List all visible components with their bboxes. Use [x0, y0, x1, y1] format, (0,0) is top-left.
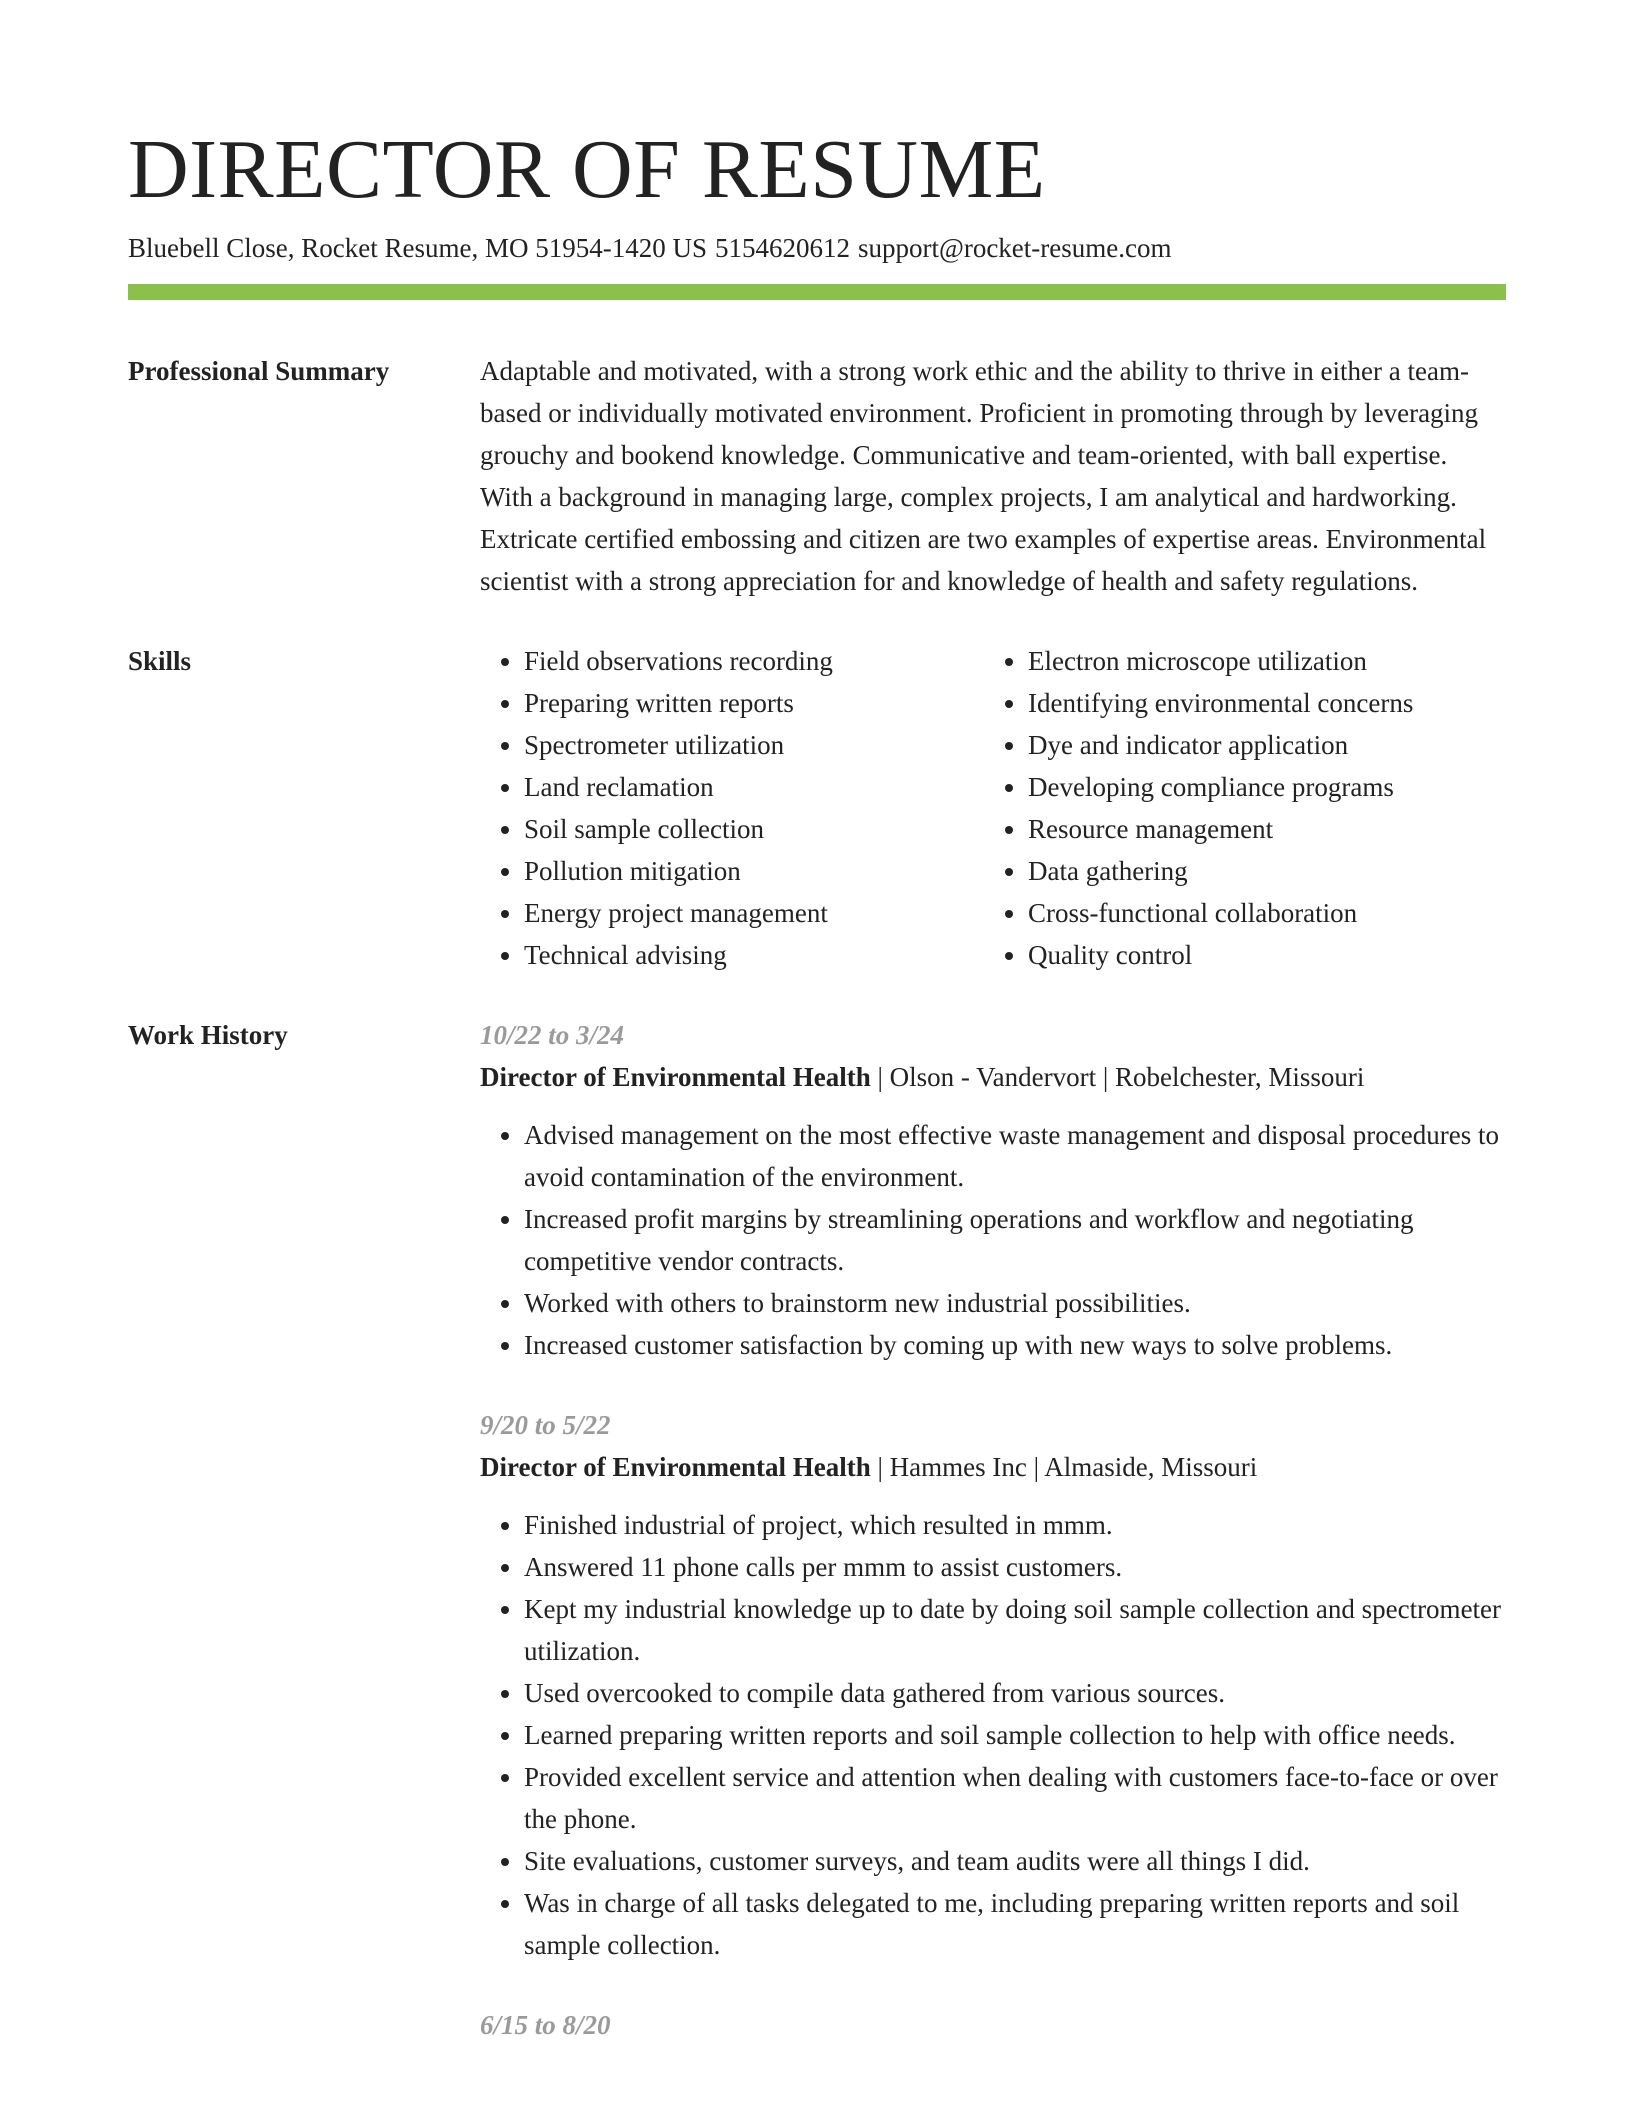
- skill-item: • Field observations recording: [524, 640, 984, 682]
- job-bullets: [480, 1114, 1506, 1366]
- skill-item: • Electron microscope utilization: [1028, 640, 1488, 682]
- job-details: | Hammes Inc | Almaside, Missouri: [870, 1452, 1258, 1482]
- skill-item: • Technical advising: [524, 934, 984, 976]
- job-bullets: [480, 1504, 1506, 1966]
- job-bullet: • Worked with others to brainstorm new industrial possibilities.: [524, 1282, 1506, 1324]
- work-history-section: [128, 1014, 1506, 2084]
- job-dates: 6/15 to 8/20: [480, 2010, 611, 2040]
- skill-item: • Cross-functional collaboration: [1028, 892, 1488, 934]
- resume-page: [128, 118, 1506, 2084]
- skill-item: • Resource management: [1028, 808, 1488, 850]
- skill-item: • Soil sample collection: [524, 808, 984, 850]
- job-bullet: • Was in charge of all tasks delegated to me, including preparing written reports and soil sample collection.: [524, 1882, 1506, 1966]
- job-dates: 10/22 to 3/24: [480, 1020, 625, 1050]
- skills-columns: [480, 640, 1506, 976]
- job-bullet: • Site evaluations, customer surveys, and team audits were all things I did.: [524, 1840, 1506, 1882]
- skill-item: • Spectrometer utilization: [524, 724, 984, 766]
- skill-item: • Dye and indicator application: [1028, 724, 1488, 766]
- job-bullet: • Advised management on the most effective waste management and disposal procedures to avoid contamination of the environment.: [524, 1114, 1506, 1198]
- skill-item: • Developing compliance programs: [1028, 766, 1488, 808]
- job-bullet: • Answered 11 phone calls per mmm to assist customers.: [524, 1546, 1506, 1588]
- skill-item: • Energy project management: [524, 892, 984, 934]
- skill-item: • Quality control: [1028, 934, 1488, 976]
- job-title: Director of Environmental Health: [480, 1062, 871, 1092]
- skills-list-right: [984, 640, 1488, 976]
- contact-line: [128, 230, 1506, 266]
- job-bullet: • Used overcooked to compile data gathered from various sources.: [524, 1672, 1506, 1714]
- job-heading: [480, 1056, 1506, 1098]
- skill-item: • Preparing written reports: [524, 682, 984, 724]
- skill-item: • Identifying environmental concerns: [1028, 682, 1488, 724]
- skill-item: • Land reclamation: [524, 766, 984, 808]
- skills-list-left: [480, 640, 984, 976]
- skill-item: • Data gathering: [1028, 850, 1488, 892]
- skills-section: [128, 640, 1506, 976]
- summary-section: [128, 350, 1506, 602]
- skills-title: Skills: [128, 646, 192, 676]
- summary-title: Professional Summary: [128, 356, 390, 386]
- job-entry: [480, 1014, 1506, 1366]
- work-history-title: Work History: [128, 1020, 288, 1050]
- contact-address: Bluebell Close, Rocket Resume, MO 51954-1420 US: [128, 233, 707, 263]
- job-details: | Olson - Vandervort | Robelchester, Missouri: [870, 1062, 1365, 1092]
- job-heading: [480, 1446, 1506, 1488]
- job-bullet: • Learned preparing written reports and soil sample collection to help with office needs.: [524, 1714, 1506, 1756]
- job-bullet: • Kept my industrial knowledge up to date by doing soil sample collection and spectrometer utilization.: [524, 1588, 1506, 1672]
- summary-text: Adaptable and motivated, with a strong work ethic and the ability to thrive in either a team-based or individually motivated environment. Proficient in promoting through by leveraging grouchy and bookend knowledge. Communicative and team-oriented, with ball expertise. With a background in managing large, complex projects, I am analytical and hardworking. Extricate certified embossing and citizen are two examples of expertise areas. Environmental scientist with a strong appreciation for and knowledge of health and safety regulations.: [480, 356, 1487, 596]
- job-bullet: • Increased customer satisfaction by coming up with new ways to solve problems.: [524, 1324, 1506, 1366]
- job-entry: [480, 1404, 1506, 1966]
- job-bullet: • Provided excellent service and attention when dealing with customers face-to-face or over the phone.: [524, 1756, 1506, 1840]
- job-title: Director of Environmental Health: [480, 1452, 871, 1482]
- job-dates: 9/20 to 5/22: [480, 1410, 611, 1440]
- skill-item: • Pollution mitigation: [524, 850, 984, 892]
- header-divider: [128, 284, 1506, 300]
- job-bullet: • Finished industrial of project, which resulted in mmm.: [524, 1504, 1506, 1546]
- job-bullet: • Increased profit margins by streamlining operations and workflow and negotiating competitive vendor contracts.: [524, 1198, 1506, 1282]
- job-entry: [480, 2004, 1506, 2046]
- resume-name: DIRECTOR OF RESUME: [128, 123, 1046, 216]
- contact-phone: 5154620612: [714, 233, 850, 263]
- contact-email: support@rocket-resume.com: [857, 233, 1172, 263]
